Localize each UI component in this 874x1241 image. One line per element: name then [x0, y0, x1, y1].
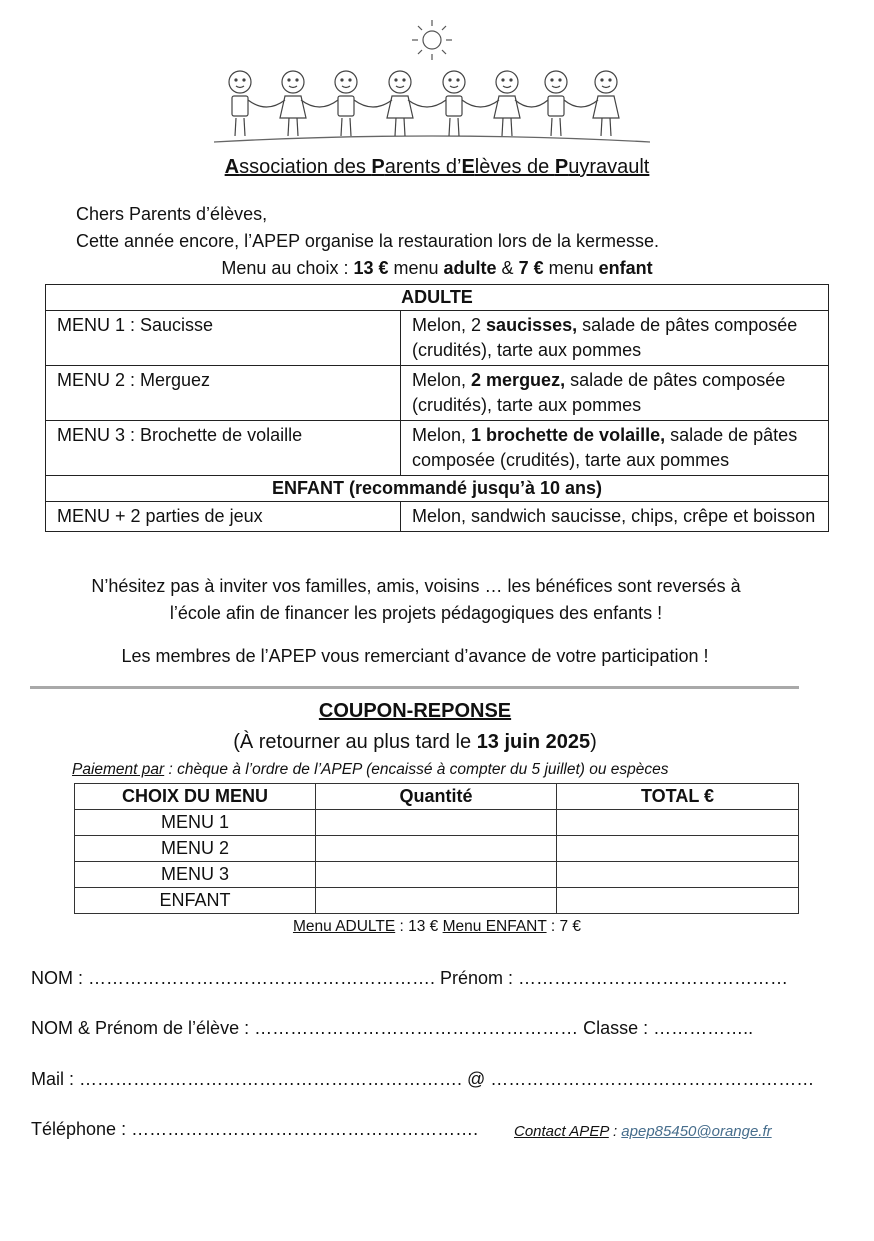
student-field-line[interactable]: NOM & Prénom de l’élève : ……………………………………………… Classe : …………….. — [31, 1018, 754, 1038]
menu-table — [45, 284, 829, 532]
row-label: MENU 3 — [75, 862, 316, 888]
menu-description: Melon, 2 saucisses, salade de pâtes composée (crudités), tarte aux pommes — [401, 311, 829, 366]
menu-name: MENU 1 : Saucisse — [46, 311, 401, 366]
child-header: ENFANT (recommandé jusqu’à 10 ans) — [46, 476, 829, 502]
phone-field-line[interactable]: Téléphone : …………………………………………………. — [31, 1119, 479, 1139]
child-figure — [545, 71, 567, 136]
child-figure — [335, 71, 357, 136]
thanks-text: Les membres de l’APEP vous remerciant d’avance de votre participation ! — [121, 646, 709, 666]
menu-name: MENU + 2 parties de jeux — [46, 502, 401, 532]
sun-icon — [412, 20, 452, 60]
table-row — [46, 311, 829, 366]
quantity-cell[interactable] — [316, 810, 557, 836]
quantity-cell[interactable] — [316, 888, 557, 914]
table-row — [75, 836, 799, 862]
association-title: Association des Parents d’Elèves de Puyravault — [224, 156, 650, 178]
child-figure — [280, 71, 306, 136]
total-cell[interactable] — [557, 888, 799, 914]
table-row — [75, 810, 799, 836]
menu-description: Melon, 2 merguez, salade de pâtes composée (crudités), tarte aux pommes — [401, 366, 829, 421]
contact-email-link[interactable]: apep85450@orange.fr — [621, 1123, 772, 1140]
separator-line — [30, 686, 799, 689]
row-label: ENFANT — [75, 888, 316, 914]
child-figure — [387, 71, 413, 136]
payment-info: Paiement par : chèque à l’ordre de l’APEP (encaissé à compter du 5 juillet) ou espèces — [72, 761, 669, 778]
price-summary: Menu ADULTE : 13 € Menu ENFANT : 7 € — [292, 918, 582, 935]
intro-text: Cette année encore, l’APEP organise la restauration lors de la kermesse. — [76, 231, 659, 251]
table-row — [46, 421, 829, 476]
table-row — [46, 502, 829, 532]
benefits-note: N’hésitez pas à inviter vos familles, amis, voisins … les bénéfices sont reversés à l’école afin de financer les projets pédagogiques des enfants ! — [91, 576, 741, 623]
header-total: TOTAL € — [557, 784, 799, 810]
menu-name: MENU 2 : Merguez — [46, 366, 401, 421]
ground-line — [214, 136, 650, 142]
table-row — [46, 366, 829, 421]
mail-field-line[interactable]: Mail : ………………………………………………………. @ ……………………………………………… — [31, 1069, 815, 1089]
return-deadline: (À retourner au plus tard le 13 juin 2025) — [233, 731, 597, 753]
child-figure — [593, 71, 619, 136]
table-row — [75, 888, 799, 914]
greeting: Chers Parents d’élèves, — [76, 204, 268, 224]
contact-apep: Contact APEP : apep85450@orange.fr — [514, 1123, 772, 1140]
menu-description: Melon, sandwich saucisse, chips, crêpe et boisson — [401, 502, 829, 532]
total-cell[interactable] — [557, 862, 799, 888]
child-figure — [443, 71, 465, 136]
header-menu-choice: CHOIX DU MENU — [75, 784, 316, 810]
name-field-line[interactable]: NOM : …………………………………………………. Prénom : ……………………………………… — [31, 968, 789, 988]
total-cell[interactable] — [557, 836, 799, 862]
coupon-title: COUPON-REPONSE — [318, 700, 512, 722]
children-group — [229, 71, 619, 136]
child-figure — [229, 71, 251, 136]
total-cell[interactable] — [557, 810, 799, 836]
children-holding-hands-illustration — [210, 18, 654, 148]
quantity-cell[interactable] — [316, 836, 557, 862]
row-label: MENU 2 — [75, 836, 316, 862]
menu-name: MENU 3 : Brochette de volaille — [46, 421, 401, 476]
table-row — [75, 862, 799, 888]
row-label: MENU 1 — [75, 810, 316, 836]
header-quantity: Quantité — [316, 784, 557, 810]
menu-description: Melon, 1 brochette de volaille, salade de pâtes composée (crudités), tarte aux pommes — [401, 421, 829, 476]
child-figure — [494, 71, 520, 136]
quantity-cell[interactable] — [316, 862, 557, 888]
coupon-table — [74, 783, 799, 914]
menu-choice-line: Menu au choix : 13 € menu adulte & 7 € menu enfant — [221, 258, 653, 278]
adult-header: ADULTE — [46, 285, 829, 311]
